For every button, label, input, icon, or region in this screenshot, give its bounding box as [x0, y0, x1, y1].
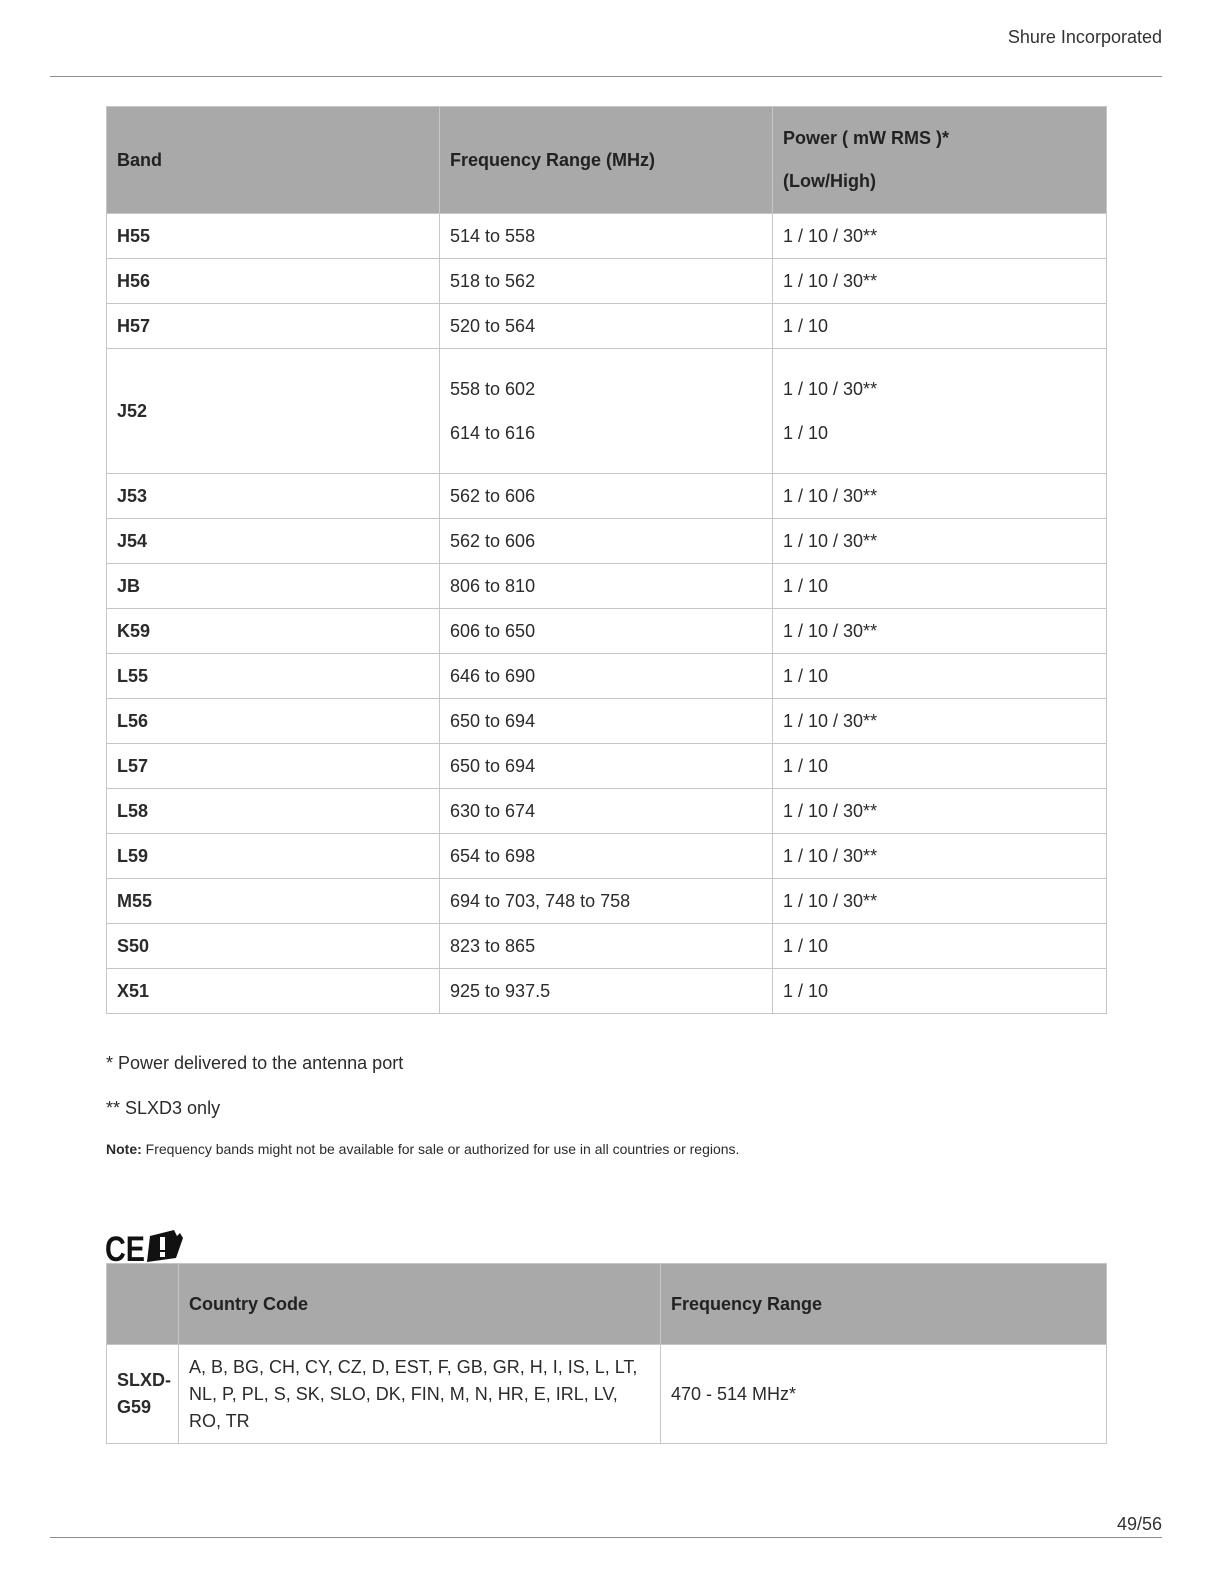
band-cell: J52: [107, 349, 440, 474]
power-cell: 1 / 10 / 30**: [773, 519, 1107, 564]
band-cell: M55: [107, 879, 440, 924]
power-line: 1 / 10 / 30**: [783, 378, 878, 399]
band-cell: JB: [107, 564, 440, 609]
table-row: [107, 834, 1107, 879]
frequency-range-cell: 470 - 514 MHz*: [661, 1345, 1107, 1444]
band-cell: L57: [107, 744, 440, 789]
band-cell: K59: [107, 609, 440, 654]
table-row: [107, 924, 1107, 969]
table-row: [107, 259, 1107, 304]
power-line: 1 / 10: [783, 422, 829, 443]
band-cell: L59: [107, 834, 440, 879]
model-cell: SLXD-G59: [107, 1345, 179, 1444]
frequency-cell: 650 to 694: [440, 699, 773, 744]
table-row: [107, 519, 1107, 564]
frequency-cell: 646 to 690: [440, 654, 773, 699]
power-cell: 1 / 10: [773, 304, 1107, 349]
frequency-line: 614 to 616: [450, 422, 536, 443]
frequency-cell: 518 to 562: [440, 259, 773, 304]
frequency-band-table: [106, 106, 1107, 1014]
column-header-power: [773, 107, 1107, 214]
band-cell: H56: [107, 259, 440, 304]
frequency-cell: 806 to 810: [440, 564, 773, 609]
power-cell: 1 / 10 / 30**: [773, 474, 1107, 519]
frequency-line: 558 to 602: [450, 378, 536, 399]
ce-logo-text: CE: [105, 1230, 145, 1264]
frequency-cell: 823 to 865: [440, 924, 773, 969]
power-header-line1: Power ( mW RMS )*: [783, 128, 950, 148]
table-header-row: [107, 1264, 1107, 1345]
page-number: 49/56: [1116, 1514, 1162, 1534]
band-cell: S50: [107, 924, 440, 969]
band-cell: L56: [107, 699, 440, 744]
power-cell: 1 / 10: [773, 564, 1107, 609]
power-cell: 1 / 10: [773, 924, 1107, 969]
band-cell: J53: [107, 474, 440, 519]
footnote-power: * Power delivered to the antenna port: [106, 1053, 404, 1073]
column-header-frequency: Frequency Range (MHz): [440, 107, 773, 214]
table-row: [107, 214, 1107, 259]
power-cell: 1 / 10 / 30**: [773, 789, 1107, 834]
table-row: [107, 564, 1107, 609]
frequency-cell: 654 to 698: [440, 834, 773, 879]
power-cell: 1 / 10: [773, 654, 1107, 699]
frequency-cell: 694 to 703, 748 to 758: [440, 879, 773, 924]
header-rule: [50, 76, 1162, 77]
table-row: [107, 789, 1107, 834]
country-codes-cell: A, B, BG, CH, CY, CZ, D, EST, F, GB, GR, H, I, IS, L, LT, NL, P, PL, S, SK, SLO, DK, FIN, M, N, HR, E, IRL, LV, RO, TR: [179, 1345, 661, 1444]
power-cell: 1 / 10 / 30**: [773, 609, 1107, 654]
footnote-slxd3: ** SLXD3 only: [106, 1098, 221, 1118]
table-row: [107, 879, 1107, 924]
column-header-model: [107, 1264, 179, 1345]
table-row: [107, 349, 1107, 474]
power-cell: 1 / 10 / 30**: [773, 879, 1107, 924]
table-row: [107, 609, 1107, 654]
footer-rule: [50, 1537, 1162, 1538]
frequency-cell: 562 to 606: [440, 519, 773, 564]
band-cell: H57: [107, 304, 440, 349]
power-header-line2: (Low/High): [783, 171, 876, 191]
table-row: [107, 1345, 1107, 1444]
power-cell: 1 / 10 / 30**: [773, 699, 1107, 744]
column-header-country-code: Country Code: [179, 1264, 661, 1345]
power-cell: [773, 349, 1107, 474]
table-row: [107, 744, 1107, 789]
band-cell: H55: [107, 214, 440, 259]
country-code-table: [106, 1263, 1107, 1444]
frequency-cell: 562 to 606: [440, 474, 773, 519]
header-company: Shure Incorporated: [1007, 27, 1162, 47]
power-cell: 1 / 10: [773, 969, 1107, 1014]
frequency-cell: 606 to 650: [440, 609, 773, 654]
band-cell: J54: [107, 519, 440, 564]
ce-alert-mark-icon: [105, 1228, 183, 1264]
frequency-cell: 925 to 937.5: [440, 969, 773, 1014]
power-cell: 1 / 10 / 30**: [773, 259, 1107, 304]
note-label: Note:: [106, 1141, 142, 1157]
power-cell: 1 / 10 / 30**: [773, 834, 1107, 879]
column-header-frequency-range: Frequency Range: [661, 1264, 1107, 1345]
note-text: Frequency bands might not be available for sale or authorized for use in all countries or regions.: [141, 1141, 740, 1157]
frequency-cell: [440, 349, 773, 474]
table-row: [107, 304, 1107, 349]
frequency-cell: 650 to 694: [440, 744, 773, 789]
table-row: [107, 474, 1107, 519]
table-row: [107, 699, 1107, 744]
band-cell: X51: [107, 969, 440, 1014]
frequency-cell: 630 to 674: [440, 789, 773, 834]
band-cell: L58: [107, 789, 440, 834]
availability-note: [106, 1141, 739, 1157]
band-cell: L55: [107, 654, 440, 699]
frequency-cell: 514 to 558: [440, 214, 773, 259]
table-row: [107, 969, 1107, 1014]
table-header-row: [107, 107, 1107, 214]
frequency-cell: 520 to 564: [440, 304, 773, 349]
table-row: [107, 654, 1107, 699]
column-header-band: Band: [107, 107, 440, 214]
power-cell: 1 / 10: [773, 744, 1107, 789]
power-cell: 1 / 10 / 30**: [773, 214, 1107, 259]
